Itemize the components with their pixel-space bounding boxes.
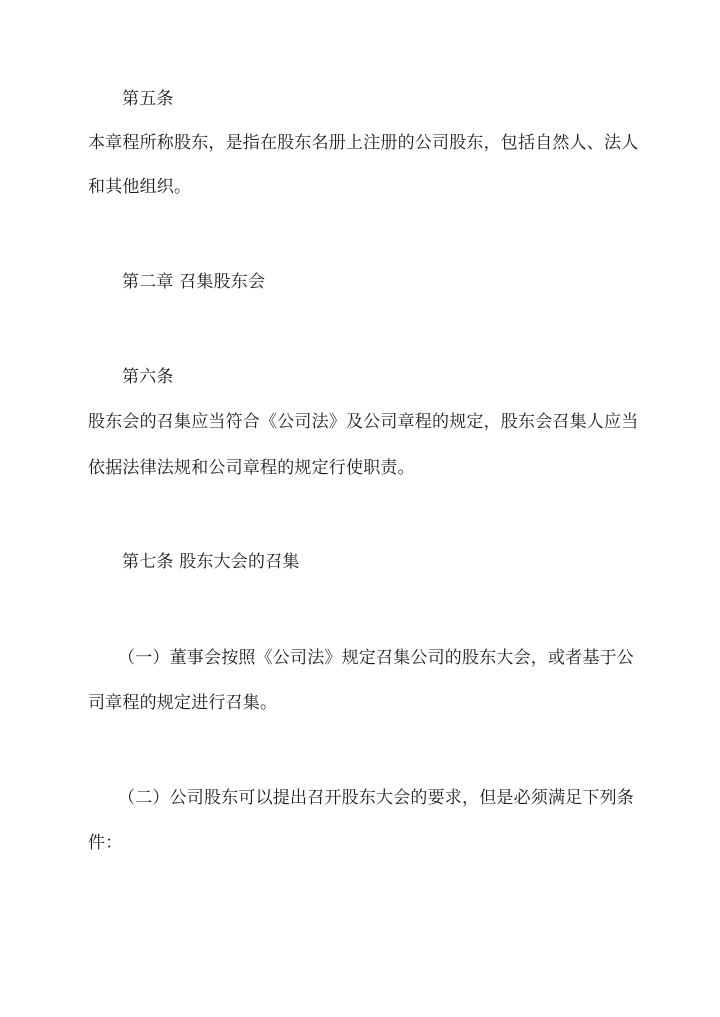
article-7-item-1-line-2: 司章程的规定进行召集。 (88, 693, 278, 713)
article-7-item-2-line-1: （二）公司股东可以提出召开股东大会的要求，但是必须满足下列条 (118, 788, 634, 808)
article-6-text-line-2: 依据法律法规和公司章程的规定行使职责。 (88, 458, 415, 478)
article-5-heading: 第五条 (122, 89, 174, 109)
chapter-2-heading: 第二章 召集股东会 (122, 272, 266, 292)
article-6-heading: 第六条 (122, 367, 174, 387)
article-7-item-2-line-2: 件： (88, 833, 123, 853)
article-5-text-line-2: 和其他组织。 (88, 177, 192, 197)
article-7-item-1-line-1: （一）董事会按照《公司法》规定召集公司的股东大会，或者基于公 (118, 648, 634, 668)
article-5-text-line-1: 本章程所称股东，是指在股东名册上注册的公司股东，包括自然人、法人 (88, 133, 639, 153)
article-7-heading: 第七条 股东大会的召集 (122, 552, 300, 572)
article-6-text-line-1: 股东会的召集应当符合《公司法》及公司章程的规定，股东会召集人应当 (88, 412, 639, 432)
